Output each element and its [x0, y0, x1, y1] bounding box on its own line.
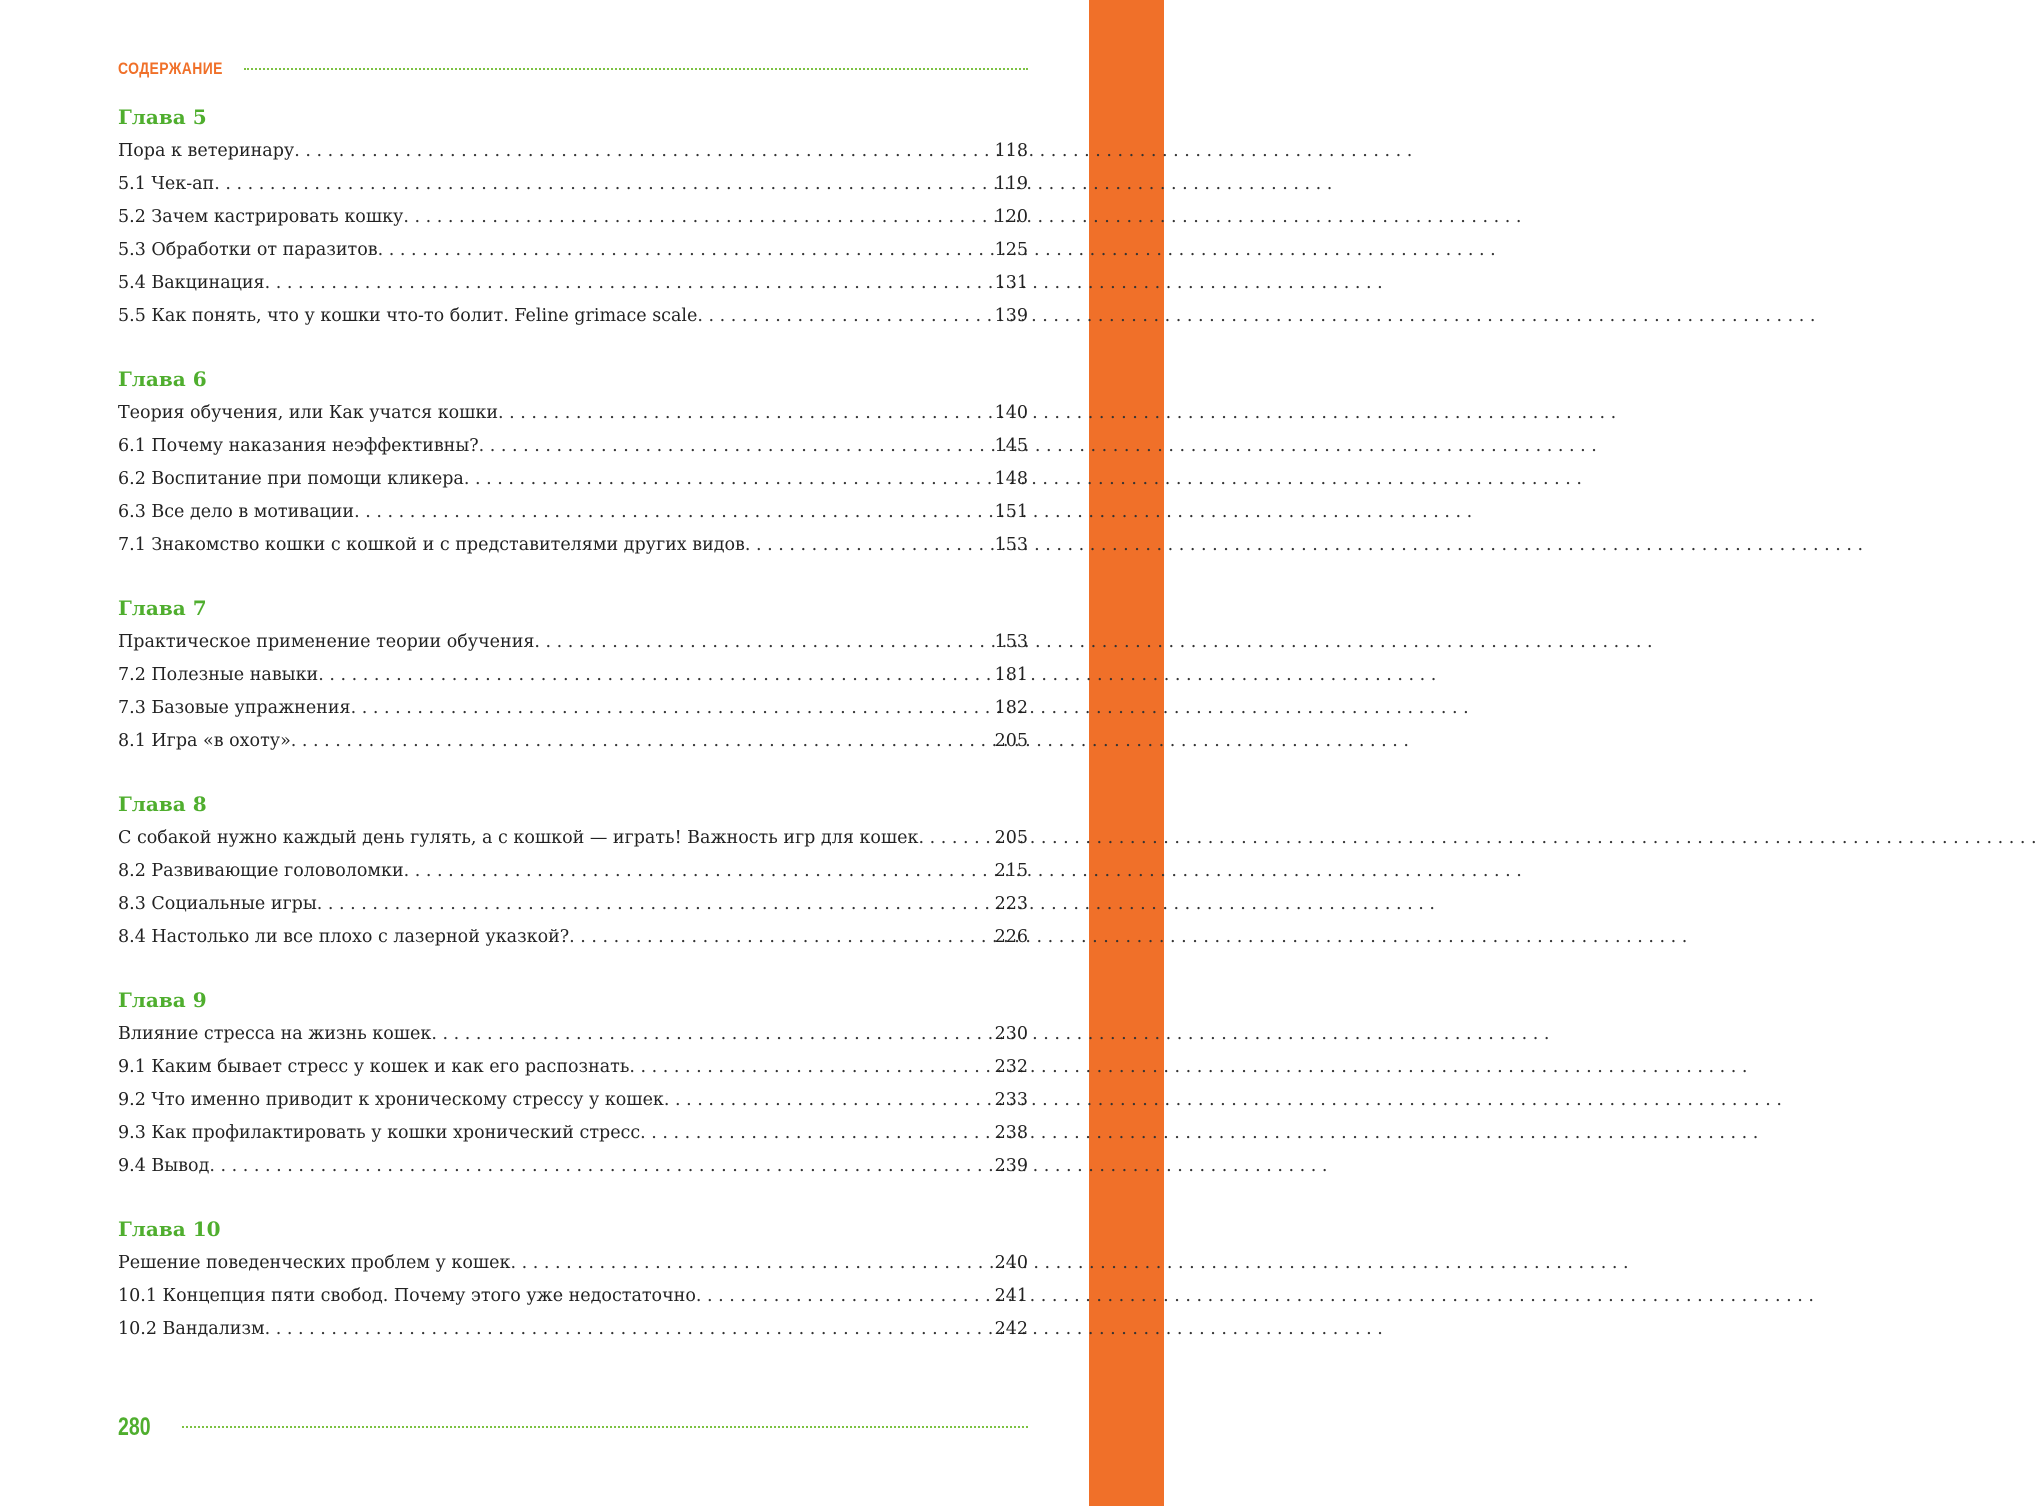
dot-leader [498, 397, 991, 430]
toc-entry-page: 153 [994, 535, 1028, 555]
toc-entry-title: 5.2 Зачем кастрировать кошку [118, 207, 404, 227]
dot-leader [403, 201, 990, 234]
dot-leader [510, 1247, 990, 1280]
toc-entry[interactable] [118, 626, 1028, 659]
toc-entry-title: 7.2 Полезные навыки [118, 665, 319, 685]
dot-leader [214, 168, 990, 201]
table-of-contents [118, 102, 1028, 1377]
dot-leader [918, 822, 990, 855]
toc-entry-title: 7.1 Знакомство кошки с кошкой и с представителями других видов [118, 535, 745, 555]
chapter-section [118, 364, 1028, 562]
toc-entry-title: 5.1 Чек-ап [118, 174, 215, 194]
dot-leader [209, 1150, 990, 1183]
chapter-section [118, 789, 1028, 954]
toc-entry-title: 5.4 Вакцинация [118, 273, 265, 293]
toc-entry-title: 9.2 Что именно приводит к хроническому стрессу у кошек [118, 1090, 664, 1110]
toc-entry[interactable] [118, 496, 1028, 529]
toc-entry-page: 239 [994, 1156, 1028, 1176]
chapter-title: Глава 9 [118, 988, 207, 1012]
toc-entry[interactable] [118, 1051, 1028, 1084]
toc-entry-page: 145 [994, 436, 1028, 456]
toc-entry[interactable] [118, 201, 1028, 234]
dot-leader [569, 921, 990, 954]
toc-entry-page: 226 [994, 927, 1028, 947]
chapter-section [118, 1214, 1028, 1346]
toc-entry-title: 9.3 Как профилактировать у кошки хронический стресс [118, 1123, 641, 1143]
chapter-section [118, 102, 1028, 333]
chapter-title: Глава 6 [118, 367, 207, 391]
toc-entry[interactable] [118, 1313, 1028, 1346]
toc-entry-page: 205 [994, 731, 1028, 751]
chapter-title: Глава 5 [118, 105, 207, 129]
dot-leader [745, 529, 991, 562]
toc-entry-page: 181 [994, 665, 1028, 685]
dot-leader [318, 659, 990, 692]
toc-entry-page: 118 [994, 141, 1028, 161]
toc-entry[interactable] [118, 267, 1028, 300]
toc-entry[interactable] [118, 888, 1028, 921]
toc-entry-title: 5.5 Как понять, что у кошки что-то болит. Feline grimace scale [118, 306, 698, 326]
running-head [118, 58, 1028, 80]
toc-entry-page: 148 [994, 469, 1028, 489]
page-number: 280 [118, 1412, 151, 1441]
toc-entry[interactable] [118, 1084, 1028, 1117]
chapter-title: Глава 7 [118, 596, 207, 620]
toc-entry[interactable] [118, 659, 1028, 692]
toc-entry-title: 7.3 Базовые упражнения [118, 698, 351, 718]
toc-entry-title: Теория обучения, или Как учатся кошки [118, 403, 499, 423]
toc-entry-page: 240 [994, 1253, 1028, 1273]
toc-entry[interactable] [118, 692, 1028, 725]
toc-entry[interactable] [118, 1117, 1028, 1150]
toc-entry-page: 223 [994, 894, 1028, 914]
dot-leader [294, 135, 990, 168]
dot-leader [265, 267, 991, 300]
toc-entry-title: 9.1 Каким бывает стресс у кошек и как его распознать [118, 1057, 630, 1077]
dot-leader [265, 1313, 991, 1346]
toc-entry-page: 131 [994, 273, 1028, 293]
chapter-section [118, 985, 1028, 1183]
toc-entry[interactable] [118, 135, 1028, 168]
toc-entry-page: 153 [994, 632, 1028, 652]
dot-leader [697, 300, 990, 333]
toc-entry-title: Пора к ветеринару [118, 141, 295, 161]
toc-entry-page: 139 [994, 306, 1028, 326]
dot-leader [404, 855, 991, 888]
dot-leader [479, 430, 991, 463]
section-label: СОДЕРЖАНИЕ [118, 59, 223, 78]
dot-leader [696, 1280, 991, 1313]
dot-leader [534, 626, 990, 659]
dot-leader [291, 725, 991, 758]
toc-entry-page: 120 [994, 207, 1028, 227]
toc-entry-page: 230 [994, 1024, 1028, 1044]
toc-entry-title: 10.2 Вандализм [118, 1319, 265, 1339]
toc-entry[interactable] [118, 921, 1028, 954]
toc-entry-title: Практическое применение теории обучения [118, 632, 535, 652]
toc-entry[interactable] [118, 1280, 1028, 1313]
toc-entry-title: 6.2 Воспитание при помощи кликера [118, 469, 464, 489]
toc-entry-title: 6.1 Почему наказания неэффективны? [118, 436, 479, 456]
dot-leader [629, 1051, 990, 1084]
toc-entry-page: 205 [994, 828, 1028, 848]
dot-leader [431, 1018, 990, 1051]
toc-entry[interactable] [118, 430, 1028, 463]
toc-entry-page: 233 [994, 1090, 1028, 1110]
page-footer [118, 1412, 1028, 1442]
toc-entry-page: 242 [994, 1319, 1028, 1339]
dot-leader [464, 463, 991, 496]
toc-entry[interactable] [118, 397, 1028, 430]
toc-entry-title: 8.3 Социальные игры [118, 894, 317, 914]
chapter-title: Глава 8 [118, 792, 207, 816]
toc-entry[interactable] [118, 725, 1028, 758]
dot-leader [354, 496, 990, 529]
toc-entry-title: 8.4 Настолько ли все плохо с лазерной указкой? [118, 927, 570, 947]
toc-entry[interactable] [118, 1018, 1028, 1051]
toc-entry[interactable] [118, 1247, 1028, 1280]
toc-entry-title: 6.3 Все дело в мотивации [118, 502, 355, 522]
toc-entry-title: 8.1 Игра «в охоту» [118, 731, 291, 751]
toc-entry[interactable] [118, 463, 1028, 496]
toc-entry-page: 140 [994, 403, 1028, 423]
dot-leader [317, 888, 991, 921]
toc-entry-page: 215 [994, 861, 1028, 881]
toc-entry-page: 151 [994, 502, 1028, 522]
toc-entry[interactable] [118, 822, 1028, 855]
toc-entry[interactable] [118, 168, 1028, 201]
toc-entry-page: 119 [994, 174, 1028, 194]
toc-entry-page: 232 [994, 1057, 1028, 1077]
dot-leader [640, 1117, 990, 1150]
chapter-section [118, 593, 1028, 758]
toc-entry-title: 5.3 Обработки от паразитов [118, 240, 378, 260]
toc-entry[interactable] [118, 529, 1028, 562]
dot-leader [378, 234, 991, 267]
toc-entry-title: Влияние стресса на жизнь кошек [118, 1024, 432, 1044]
toc-entry[interactable] [118, 855, 1028, 888]
dot-leader [351, 692, 991, 725]
toc-entry[interactable] [118, 300, 1028, 333]
toc-entry-title: 8.2 Развивающие головоломки [118, 861, 404, 881]
toc-entry-page: 241 [994, 1286, 1028, 1306]
toc-entry-title: С собакой нужно каждый день гулять, а с кошкой — играть! Важность игр для кошек [118, 828, 919, 848]
toc-entry-page: 238 [994, 1123, 1028, 1143]
toc-entry-title: Решение поведенческих проблем у кошек [118, 1253, 511, 1273]
header-dotted-rule [244, 68, 1028, 70]
toc-entry[interactable] [118, 1150, 1028, 1183]
toc-entry-page: 182 [994, 698, 1028, 718]
toc-entry-title: 10.1 Концепция пяти свобод. Почему этого уже недостаточно [118, 1286, 696, 1306]
chapter-title: Глава 10 [118, 1217, 221, 1241]
dot-leader [664, 1084, 991, 1117]
toc-entry-page: 125 [994, 240, 1028, 260]
footer-dotted-rule [182, 1426, 1028, 1428]
toc-entry[interactable] [118, 234, 1028, 267]
toc-entry-title: 9.4 Вывод [118, 1156, 210, 1176]
